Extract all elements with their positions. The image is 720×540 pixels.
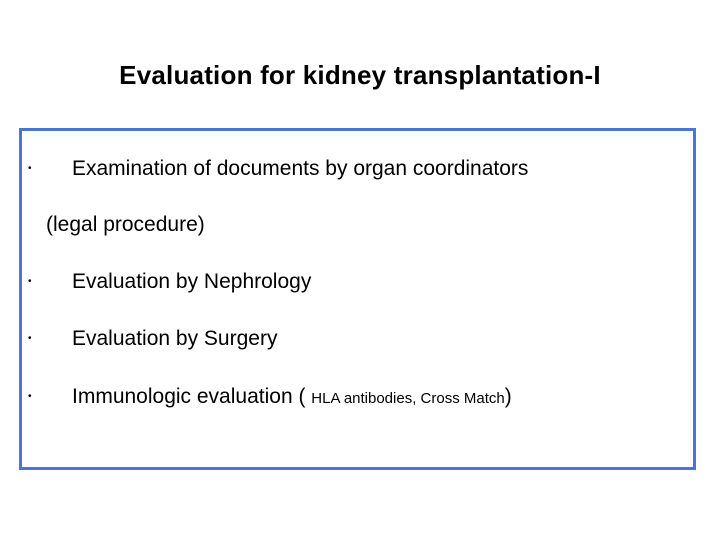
item-text-end: ) xyxy=(504,385,512,408)
item-text: Evaluation by Surgery xyxy=(72,327,278,350)
bullet-icon: • xyxy=(28,391,32,402)
bullet-icon: • xyxy=(28,163,32,174)
item-text-small: HLA antibodies, Cross Match xyxy=(311,390,505,407)
content-box xyxy=(19,128,696,470)
bullet-icon: • xyxy=(28,333,32,344)
bullet-icon: • xyxy=(28,276,32,287)
item-text: Evaluation by Nephrology xyxy=(72,270,312,293)
slide-title: Evaluation for kidney transplantation-I xyxy=(119,60,601,90)
item-text xyxy=(72,384,512,412)
item-text: Examination of documents by organ coordinators xyxy=(72,157,529,180)
item-continuation: (legal procedure) xyxy=(46,213,205,236)
item-text-main: Immunologic evaluation ( xyxy=(72,385,312,408)
